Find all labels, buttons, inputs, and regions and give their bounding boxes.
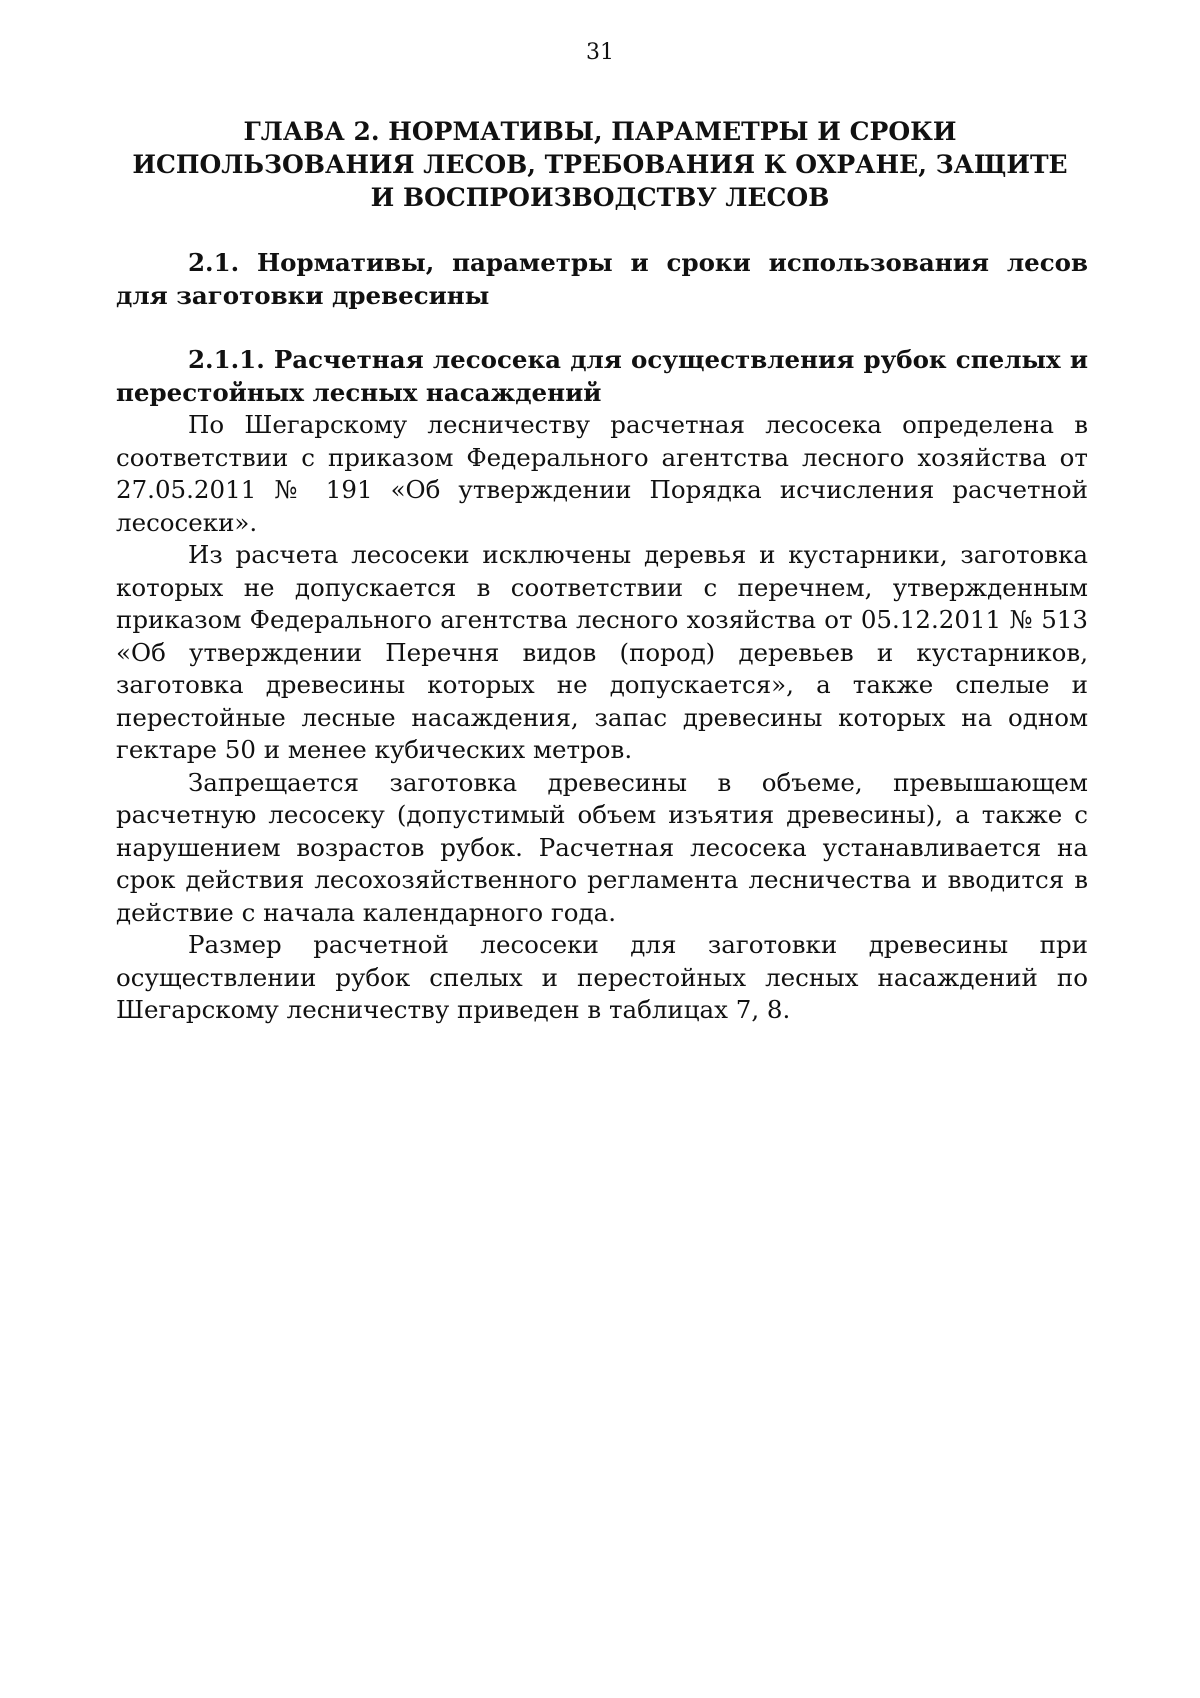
paragraph: Размер расчетной лесосеки для заготовки древесины при осуществлении рубок спелых и перестойных лесных насаждений по Шегарскому лесничеству приведен в таблицах 7, 8. <box>116 930 1088 1024</box>
section-heading-2-1: 2.1. Нормативы, параметры и сроки использования лесов для заготовки древесины <box>116 248 1088 310</box>
chapter-title-line: ГЛАВА 2. НОРМАТИВЫ, ПАРАМЕТРЫ И СРОКИ <box>243 117 957 146</box>
section-heading-2-1-1: 2.1.1. Расчетная лесосека для осуществления рубок спелых и перестойных лесных насаждений <box>116 345 1088 407</box>
page-number: 31 <box>586 40 614 65</box>
chapter-title-line: ИСПОЛЬЗОВАНИЯ ЛЕСОВ, ТРЕБОВАНИЯ К ОХРАНЕ, ЗАЩИТЕ <box>132 150 1068 179</box>
document-body <box>116 247 1088 1027</box>
paragraph: Из расчета лесосеки исключены деревья и кустарники, заготовка которых не допускается в соответствии с перечнем, утвержденным приказом Федерального агентства лесного хозяйства от 05.12.2011 № 513 «Об утверждении Перечня видов (пород) деревьев и кустарников, заготовка древесины которых не допускается», а также спелые и перестойные лесные насаждения, запас древесины которых на одном гектаре 50 и менее кубических метров. <box>116 540 1088 764</box>
chapter-title-line: И ВОСПРОИЗВОДСТВУ ЛЕСОВ <box>370 183 830 212</box>
chapter-title <box>110 115 1090 214</box>
paragraph: Запрещается заготовка древесины в объеме, превышающем расчетную лесосеку (допустимый объем изъятия древесины), а также с нарушением возрастов рубок. Расчетная лесосека устанавливается на срок действия лесохозяйственного регламента лесничества и вводится в действие с начала календарного года. <box>116 767 1088 927</box>
paragraph: По Шегарскому лесничеству расчетная лесосека определена в соответствии с приказом Федерального агентства лесного хозяйства от 27.05.2011 № 191 «Об утверждении Порядка исчисления расчетной лесосеки». <box>116 410 1088 537</box>
